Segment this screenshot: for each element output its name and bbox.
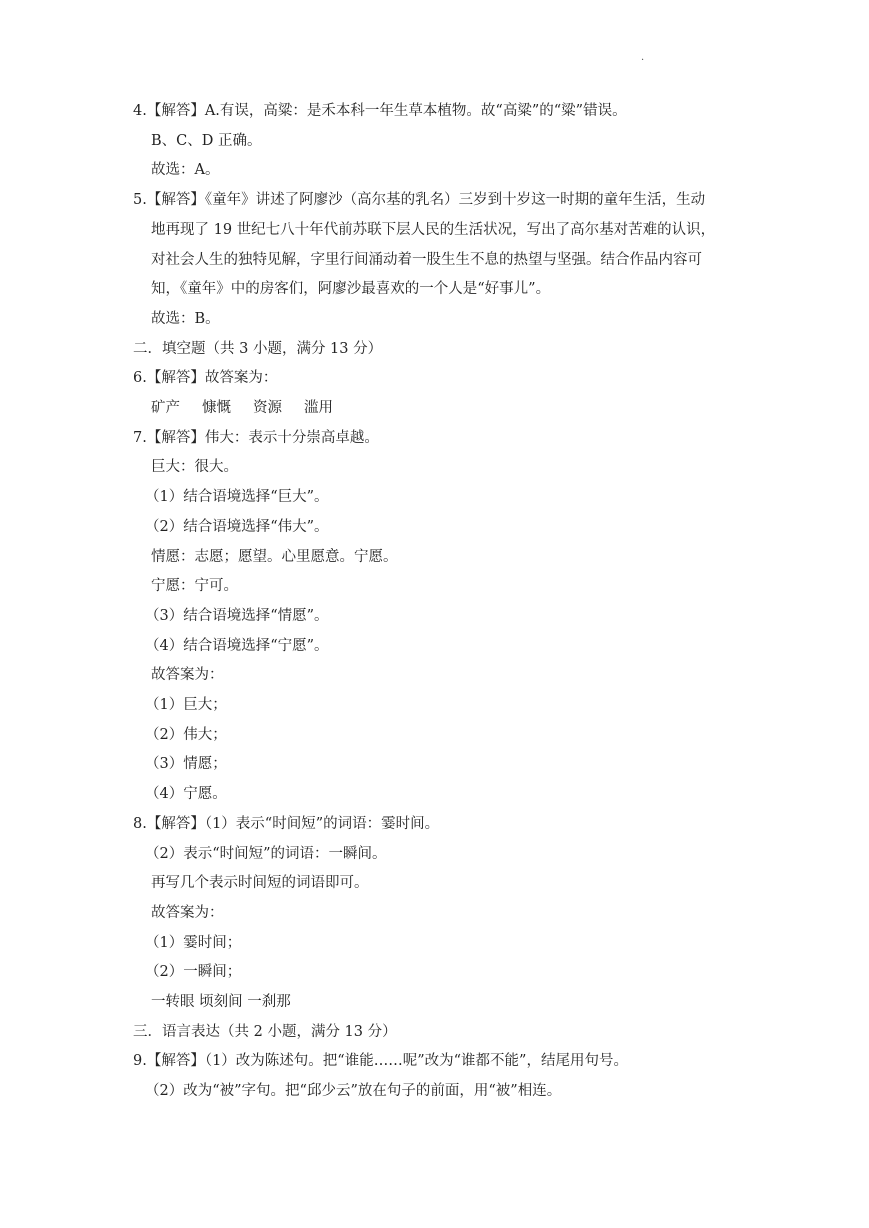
answer-text-line: （2）伟大； [145, 726, 227, 743]
answer-text-line: 故答案为： [151, 904, 224, 921]
answer-option: 矿产 [151, 400, 180, 416]
answer-text-line: （2）结合语境选择“伟大”。 [145, 518, 329, 535]
answer-heading-line: 6.【解答】故答案为： [133, 370, 278, 387]
answer-text-line: （1）结合语境选择“巨大”。 [145, 489, 329, 506]
answer-text-line: 再写几个表示时间短的词语即可。 [151, 875, 369, 892]
answer-text-line: 一转眼 顷刻间 一刹那 [151, 994, 291, 1010]
answer-option: 资源 [253, 400, 282, 416]
answer-text-line: B、C、D 正确。 [151, 132, 262, 149]
answer-heading-line: 二．填空题（共 3 小题，满分 13 分） [133, 340, 383, 357]
answer-heading-line: 4.【解答】A.有误，高粱：是禾本科一年生草本植物。故“高粱”的“粱”错误。 [133, 103, 627, 119]
answer-text-line: （2）改为“被”字句。把“邱少云”放在句子的前面，用“被”相连。 [145, 1083, 562, 1100]
answer-text-line: 知，《童年》中的房客们，阿廖沙最喜欢的一个人是“好事儿”。 [151, 281, 551, 298]
answer-text-line: 故选：A。 [151, 162, 220, 179]
answer-heading-line: 三．语言表达（共 2 小题，满分 13 分） [133, 1023, 397, 1040]
answer-text-line: （1）巨大； [145, 697, 227, 713]
header-mark: · [641, 55, 645, 66]
answer-text-line: （2）表示“时间短”的词语：一瞬间。 [145, 845, 387, 862]
answer-text-line: 宁愿：宁可。 [151, 578, 238, 595]
answer-text-line: 故答案为： [151, 667, 224, 684]
answer-text-line: （4）结合语境选择“宁愿”。 [145, 637, 329, 654]
answer-text-line: （1）霎时间； [145, 934, 242, 951]
answer-text-line: 对社会人生的独特见解，字里行间涌动着一股生生不息的热望与坚强。结合作品内容可 [151, 251, 702, 268]
answer-text-line: （3）结合语境选择“情愿”。 [145, 607, 329, 624]
answer-heading-line: 7.【解答】伟大：表示十分崇高卓越。 [133, 429, 379, 446]
answer-text-line: 地再现了 19 世纪七八十年代前苏联下层人民的生活状况，写出了高尔基对苦难的认识， [151, 221, 716, 238]
answer-text-line: 故选：B。 [151, 310, 220, 327]
answer-option: 滥用 [304, 400, 333, 416]
answer-text-line: （2）一瞬间； [145, 964, 242, 981]
answer-heading-line: 8.【解答】（1）表示“时间短”的词语：霎时间。 [133, 815, 440, 832]
answer-option: 慷慨 [202, 400, 231, 416]
answer-text-line: （3）情愿； [145, 756, 227, 773]
answer-text-line: 巨大：很大。 [151, 459, 238, 476]
answer-text-line: （4）宁愿。 [145, 786, 227, 803]
answer-text-line: 情愿：志愿；愿望。心里愿意。宁愿。 [151, 548, 398, 565]
answer-options-row [151, 398, 355, 418]
answer-heading-line: 9.【解答】（1）改为陈述句。把“谁能……呢”改为“谁都不能”，结尾用句号。 [133, 1053, 628, 1070]
answer-heading-line: 5.【解答】《童年》讲述了阿廖沙（高尔基的乳名）三岁到十岁这一时期的童年生活，生动 [133, 192, 706, 209]
